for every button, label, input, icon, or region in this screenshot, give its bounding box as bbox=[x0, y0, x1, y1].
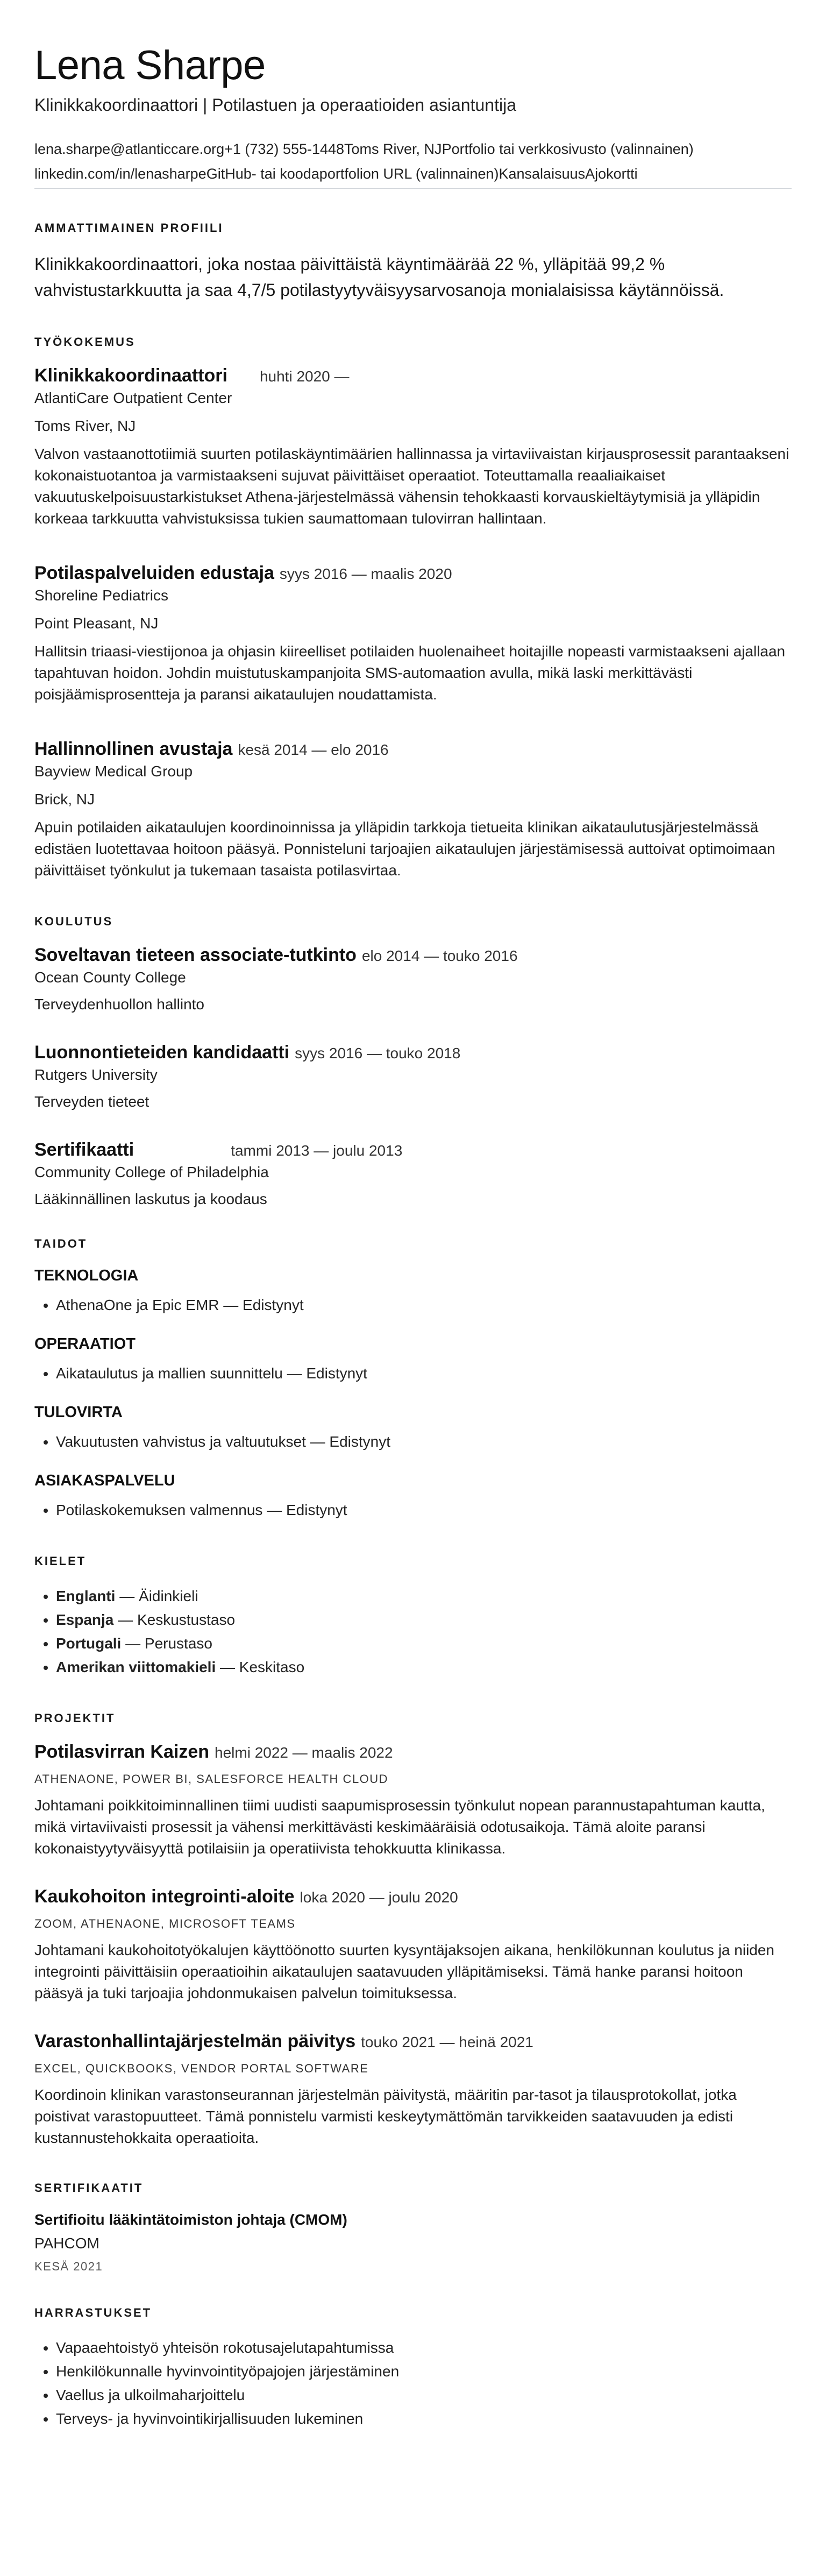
job-location: Point Pleasant, NJ bbox=[34, 615, 159, 632]
language-item bbox=[56, 1584, 792, 1608]
resume-header bbox=[34, 42, 792, 189]
profile-text: Klinikkakoordinaattori, joka nostaa päivittäistä käyntimäärää 22 %, ylläpitää 99,2 % vahvistustarkkuutta ja saa 4,7/5 potilastyytyväisyysarvosanoja monialaisissa käytännöissä. bbox=[34, 254, 724, 300]
project-entry bbox=[34, 2031, 792, 2149]
field-of-study: Terveyden tieteet bbox=[34, 1093, 149, 1110]
school-name: Rutgers University bbox=[34, 1066, 158, 1083]
project-tech: ATHENAONE, POWER BI, SALESFORCE HEALTH CLOUD bbox=[34, 1772, 389, 1786]
job-location: Toms River, NJ bbox=[34, 417, 136, 434]
certifications-heading: SERTIFIKAATIT bbox=[34, 2181, 144, 2195]
skill-group bbox=[34, 1335, 792, 1385]
job-employer: Shoreline Pediatrics bbox=[34, 587, 169, 604]
profile-section bbox=[34, 221, 792, 303]
degree-title: Luonnontieteiden kandidaatti bbox=[34, 1042, 290, 1063]
hobby-item: • Vaellus ja ulkoilmaharjoittelu bbox=[56, 2383, 792, 2407]
job-description: Hallitsin triaasi-viestijonoa ja ohjasin kiireelliset potilaiden huolenaiheet hoitajille nopeasti varmistaakseni ajallaan tapahtuvan hoidon. Johdin muistutuskampanjoita SMS-automaation avulla, mikä laski merkittävästi poisjäämisprosentteja ja paransi aikataulujen noudattamista. bbox=[34, 643, 786, 703]
degree-title: Sertifikaatti bbox=[34, 1140, 134, 1160]
job-employer: Bayview Medical Group bbox=[34, 763, 193, 780]
skill-category: TULOVIRTA bbox=[34, 1404, 123, 1421]
hobbies-list bbox=[34, 2336, 792, 2431]
language-name: Portugali bbox=[56, 1635, 122, 1652]
job-title: Potilaspalveluiden edustaja bbox=[34, 563, 274, 583]
project-description: Johtamani kaukohoitotyökalujen käyttöönotto suurten kysyntäjaksojen aikana, henkilökunnan koulutus ja niiden integrointi päivittäisiin operaatioihin aikataulujen saatavuuden ylläpitämiseksi. Tämä hanke paransi hoitoon pääsyä ja tuki tarjoajia johdonmukaisen palvelun toimituksessa. bbox=[34, 1942, 775, 2001]
experience-section bbox=[34, 335, 792, 881]
project-tech: EXCEL, QUICKBOOKS, VENDOR PORTAL SOFTWARE bbox=[34, 2062, 369, 2075]
contact-line-2 bbox=[34, 161, 792, 189]
education-heading: KOULUTUS bbox=[34, 915, 113, 928]
degree-dates: syys 2016 — touko 2018 bbox=[295, 1045, 461, 1061]
experience-entry bbox=[34, 739, 792, 881]
school-name: Community College of Philadelphia bbox=[34, 1164, 269, 1180]
certification-name: Sertifioitu lääkintätoimiston johtaja (CMOM) bbox=[34, 2211, 347, 2228]
language-item bbox=[56, 1632, 792, 1655]
project-entry bbox=[34, 1886, 792, 2004]
hobby-item: • Terveys- ja hyvinvointikirjallisuuden lukeminen bbox=[56, 2407, 792, 2431]
school-name: Ocean County College bbox=[34, 969, 186, 986]
skill-group bbox=[34, 1472, 792, 1522]
project-entry bbox=[34, 1742, 792, 1859]
job-description: Apuin potilaiden aikataulujen koordinoinnissa ja ylläpidin tarkkoja tietueita klinikan aikataulutusjärjestelmässä edistäen luotettavaa hoitoon pääsyä. Ponnisteluni tarjoajien aikataulujen järjestämisessä auttoivat optimoimaan päivittäiset työnkulut ja tukemaan tasaista potilasvirtaa. bbox=[34, 819, 775, 879]
contact-line-1 bbox=[34, 137, 792, 161]
education-entry bbox=[34, 1140, 792, 1208]
project-description: Koordinoin klinikan varastonseurannan järjestelmän päivitystä, määritin par-tasot ja tilausprotokollat, jotka poistivat varastopuutteet. Tämä ponnistelu varmisti keskeytymättömän tarvikkeiden saatavuuden ja edisti kustannustehokkaita operaatioita. bbox=[34, 2086, 737, 2146]
project-description: Johtamani poikkitoiminnallinen tiimi uudisti saapumisprosessin työnkulut nopean parannustapahtuman kautta, mikä virtaviivaisti prosessit ja vähensi merkittävästi keskimääräisiä odotusaikoja. Tämä aloite paransi kokonaistyytyväisyyttä potilaisiin ja operatiivista tehokkuutta klinikassa. bbox=[34, 1797, 765, 1857]
language-name: Amerikan viittomakieli bbox=[56, 1659, 216, 1675]
candidate-name: Lena Sharpe bbox=[34, 43, 266, 88]
project-tech: ZOOM, ATHENAONE, MICROSOFT TEAMS bbox=[34, 1917, 296, 1930]
language-level: — Perustaso bbox=[121, 1635, 212, 1652]
hobbies-heading: HARRASTUKSET bbox=[34, 2306, 152, 2319]
skill-group bbox=[34, 1404, 792, 1454]
languages-list bbox=[34, 1584, 792, 1679]
language-level: — Keskustustaso bbox=[113, 1611, 236, 1628]
hobby-item: • Henkilökunnalle hyvinvointityöpajojen järjestäminen bbox=[56, 2360, 792, 2383]
degree-dates: tammi 2013 — joulu 2013 bbox=[231, 1142, 403, 1159]
education-section bbox=[34, 915, 792, 1208]
experience-entry bbox=[34, 563, 792, 705]
job-employer: AtlantiCare Outpatient Center bbox=[34, 390, 232, 406]
portfolio-link[interactable]: Portfolio tai verkkosivusto (valinnainen) bbox=[442, 141, 694, 157]
project-name: Varastonhallintajärjestelmän päivitys bbox=[34, 2031, 356, 2051]
language-name: Espanja bbox=[56, 1611, 114, 1628]
hobbies-section bbox=[34, 2306, 792, 2431]
citizenship-text: Kansalaisuus bbox=[499, 166, 586, 182]
languages-heading: KIELET bbox=[34, 1554, 87, 1568]
project-dates: touko 2021 — heinä 2021 bbox=[361, 2034, 533, 2050]
language-level: — Äidinkieli bbox=[115, 1588, 198, 1604]
degree-title: Soveltavan tieteen associate-tutkinto bbox=[34, 945, 357, 965]
degree-dates: elo 2014 — touko 2016 bbox=[361, 947, 518, 964]
languages-section bbox=[34, 1554, 792, 1679]
job-location: Brick, NJ bbox=[34, 791, 95, 808]
job-dates: syys 2016 — maalis 2020 bbox=[279, 565, 452, 582]
language-item bbox=[56, 1655, 792, 1679]
skill-item: • AthenaOne ja Epic EMR — Edistynyt bbox=[56, 1293, 792, 1317]
education-entry bbox=[34, 1042, 792, 1110]
certification-issuer: PAHCOM bbox=[34, 2235, 99, 2252]
certification-date: KESÄ 2021 bbox=[34, 2260, 103, 2273]
projects-section bbox=[34, 1711, 792, 2149]
job-dates: huhti 2020 — bbox=[259, 368, 350, 385]
experience-entry bbox=[34, 365, 792, 529]
field-of-study: Terveydenhuollon hallinto bbox=[34, 996, 204, 1013]
job-title: Klinikkakoordinaattori bbox=[34, 365, 227, 386]
project-name: Kaukohoiton integrointi-aloite bbox=[34, 1886, 295, 1907]
skill-group bbox=[34, 1267, 792, 1317]
job-title: Hallinnollinen avustaja bbox=[34, 739, 233, 759]
job-description: Valvon vastaanottotiimiä suurten potilaskäyntimäärien hallinnassa ja virtaviivaistan kirjausprosessit parantaakseni kokonaistuotantoa ja varmistaakseni sujuvat päivittäiset operaatiot. Toteuttamalla reaaliaikaiset vakuutuskelpoisuustarkistukset Athena-järjestelmässä vähensin tehokkaasti korvauskieltäytymisiä ja ylläpidin korkeaa tarkkuutta vahvistuksissa tukien saumattomaan tulovirran hallintaan. bbox=[34, 445, 789, 527]
project-name: Potilasvirran Kaizen bbox=[34, 1742, 210, 1762]
language-item bbox=[56, 1608, 792, 1632]
language-name: Englanti bbox=[56, 1588, 116, 1604]
email-link[interactable]: lena.sharpe@atlanticcare.org bbox=[34, 141, 225, 157]
license-text: Ajokortti bbox=[585, 166, 638, 182]
projects-heading: PROJEKTIT bbox=[34, 1711, 116, 1725]
skills-heading: TAIDOT bbox=[34, 1237, 88, 1250]
field-of-study: Lääkinnällinen laskutus ja koodaus bbox=[34, 1191, 267, 1207]
github-link[interactable]: GitHub- tai koodaportfolion URL (valinnainen) bbox=[206, 166, 499, 182]
skill-category: ASIAKASPALVELU bbox=[34, 1472, 175, 1489]
linkedin-link[interactable]: linkedin.com/in/lenasharpe bbox=[34, 166, 206, 182]
skill-item: • Potilaskokemuksen valmennus — Edistynyt bbox=[56, 1498, 792, 1522]
skill-item: • Vakuutusten vahvistus ja valtuutukset — Edistynyt bbox=[56, 1430, 792, 1454]
candidate-headline: Klinikkakoordinaattori | Potilastuen ja operaatioiden asiantuntija bbox=[34, 95, 516, 115]
hobby-item: • Vapaaehtoistyö yhteisön rokotusajelutapahtumissa bbox=[56, 2336, 792, 2360]
profile-heading: AMMATTIMAINEN PROFIILI bbox=[34, 221, 224, 235]
phone-link[interactable]: +1 (732) 555-1448 bbox=[224, 141, 345, 157]
job-dates: kesä 2014 — elo 2016 bbox=[238, 741, 389, 758]
project-dates: helmi 2022 — maalis 2022 bbox=[215, 1744, 393, 1761]
education-entry bbox=[34, 945, 792, 1013]
experience-heading: TYÖKOKEMUS bbox=[34, 335, 136, 349]
skill-category: OPERAATIOT bbox=[34, 1335, 136, 1353]
skill-item: • Aikataulutus ja mallien suunnittelu — Edistynyt bbox=[56, 1362, 792, 1385]
project-dates: loka 2020 — joulu 2020 bbox=[300, 1889, 458, 1906]
location-text: Toms River, NJ bbox=[344, 141, 442, 157]
certifications-section bbox=[34, 2181, 792, 2274]
language-level: — Keskitaso bbox=[216, 1659, 305, 1675]
skills-section bbox=[34, 1237, 792, 1522]
skill-category: TEKNOLOGIA bbox=[34, 1267, 139, 1284]
